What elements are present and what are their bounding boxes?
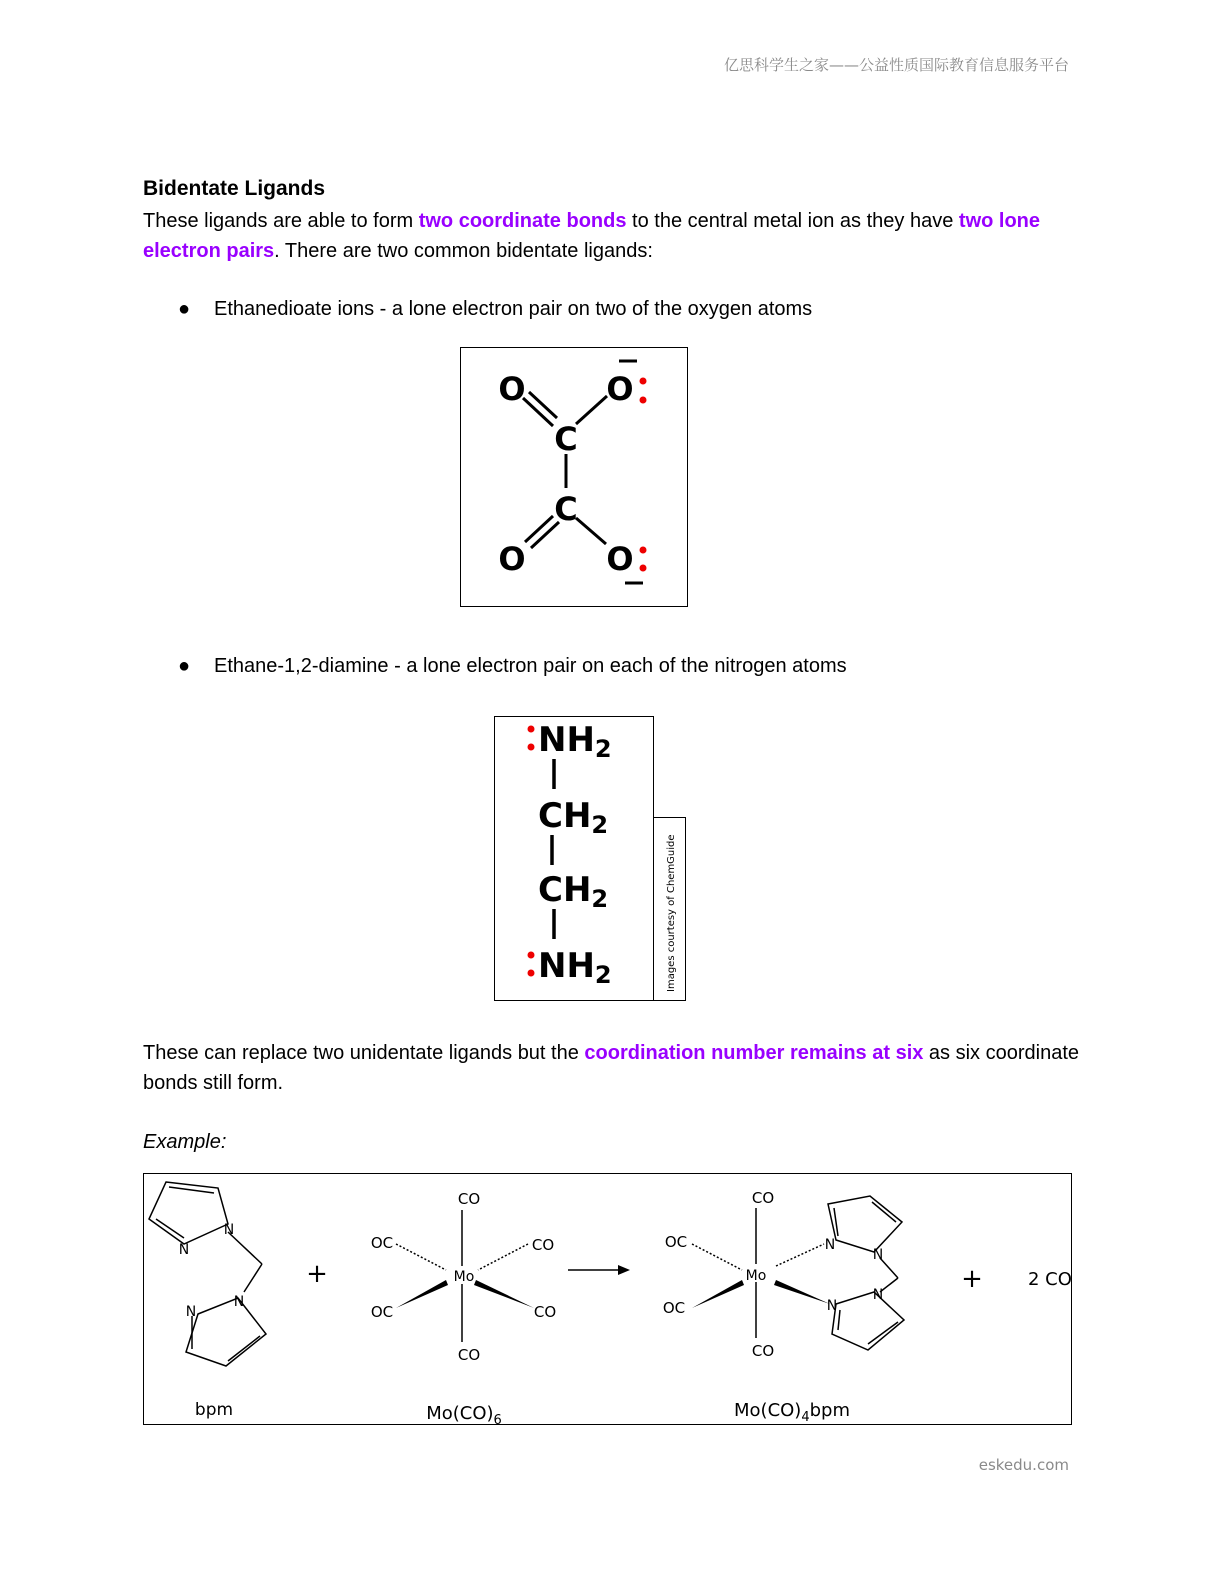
co-ligand: CO <box>457 1190 481 1208</box>
co-ligand: CO <box>457 1346 481 1364</box>
nitrogen-atom: N <box>178 1242 190 1258</box>
nh2-group: NH2 <box>538 946 612 989</box>
highlight-coordination-number: coordination number remains at six <box>584 1042 924 1064</box>
moco6-label: $Mo(CO)_6$ <box>426 1403 502 1424</box>
nitrogen-atom: N <box>872 1247 884 1263</box>
ch2-group: CH2 <box>538 870 609 913</box>
page-header: 亿思科学生之家——公益性质国际教育信息服务平台 <box>723 56 1069 74</box>
nitrogen-atom: N <box>826 1298 838 1314</box>
bpm-label: bpm <box>194 1400 234 1420</box>
moco4bpm-structure <box>692 1196 904 1350</box>
bpm-structure <box>149 1182 266 1366</box>
co-ligand: CO <box>531 1236 555 1254</box>
ethanedioate-structure <box>460 347 688 607</box>
section-heading: Bidentate Ligands <box>143 177 326 200</box>
page-footer: eskedu.com <box>978 1456 1069 1474</box>
nitrogen-atom: N <box>223 1222 235 1238</box>
product-co: 2 CO <box>1028 1269 1071 1290</box>
co-ligand: CO <box>751 1342 775 1360</box>
oxygen-atom: O <box>606 370 634 408</box>
oxygen-atom: O <box>606 540 634 578</box>
co-ligand: CO <box>751 1189 775 1207</box>
bullet-dot: ● <box>178 655 191 677</box>
reaction-scheme <box>143 1173 1072 1425</box>
nitrogen-atom: N <box>185 1304 197 1320</box>
nh2-group: NH2 <box>538 720 612 763</box>
carbon-atom: C <box>554 420 578 458</box>
oxygen-atom: O <box>498 370 526 408</box>
oc-ligand: OC <box>370 1303 394 1321</box>
highlight-two-lone-pairs: two lone electron pairs <box>143 210 1041 262</box>
mo-atom: Mo <box>745 1268 767 1284</box>
oc-ligand: OC <box>662 1299 686 1317</box>
bullet-ethanedioate: ● Ethanedioate ions - a lone electron pair on two of the oxygen atoms <box>178 298 813 320</box>
nitrogen-atom: N <box>872 1287 884 1303</box>
image-credit: Images courtesy of ChemGuide <box>666 834 677 992</box>
nitrogen-atom: N <box>824 1237 836 1253</box>
oc-ligand: OC <box>664 1233 688 1251</box>
plus-sign: + <box>961 1264 983 1294</box>
ch2-group: CH2 <box>538 796 609 839</box>
ethanediamine-structure <box>494 716 654 1001</box>
nitrogen-atom: N <box>233 1294 245 1310</box>
oc-ligand: OC <box>370 1234 394 1252</box>
oxygen-atom: O <box>498 540 526 578</box>
highlight-two-coordinate-bonds: two coordinate bonds <box>418 210 627 232</box>
carbon-atom: C <box>554 490 578 528</box>
image-credit-box <box>653 817 686 1001</box>
bullet-diamine: ● Ethane-1,2-diamine - a lone electron pair on each of the nitrogen atoms <box>178 655 847 677</box>
intro-paragraph: These ligands are able to form two coordinate bonds to the central metal ion as they have two lone electron pairs. There are two common bidentate ligands: <box>143 210 1041 262</box>
co-ligand: CO <box>533 1303 557 1321</box>
example-label: Example: <box>143 1131 227 1153</box>
replace-paragraph: These can replace two unidentate ligands but the coordination number remains at six as six coordinate bonds still form. <box>143 1042 1080 1094</box>
plus-sign: + <box>306 1259 328 1289</box>
mo-atom: Mo <box>453 1269 475 1285</box>
bullet-dot: ● <box>178 298 191 320</box>
moco4bpm-label: $Mo(CO)_4bpm$ <box>734 1400 850 1424</box>
